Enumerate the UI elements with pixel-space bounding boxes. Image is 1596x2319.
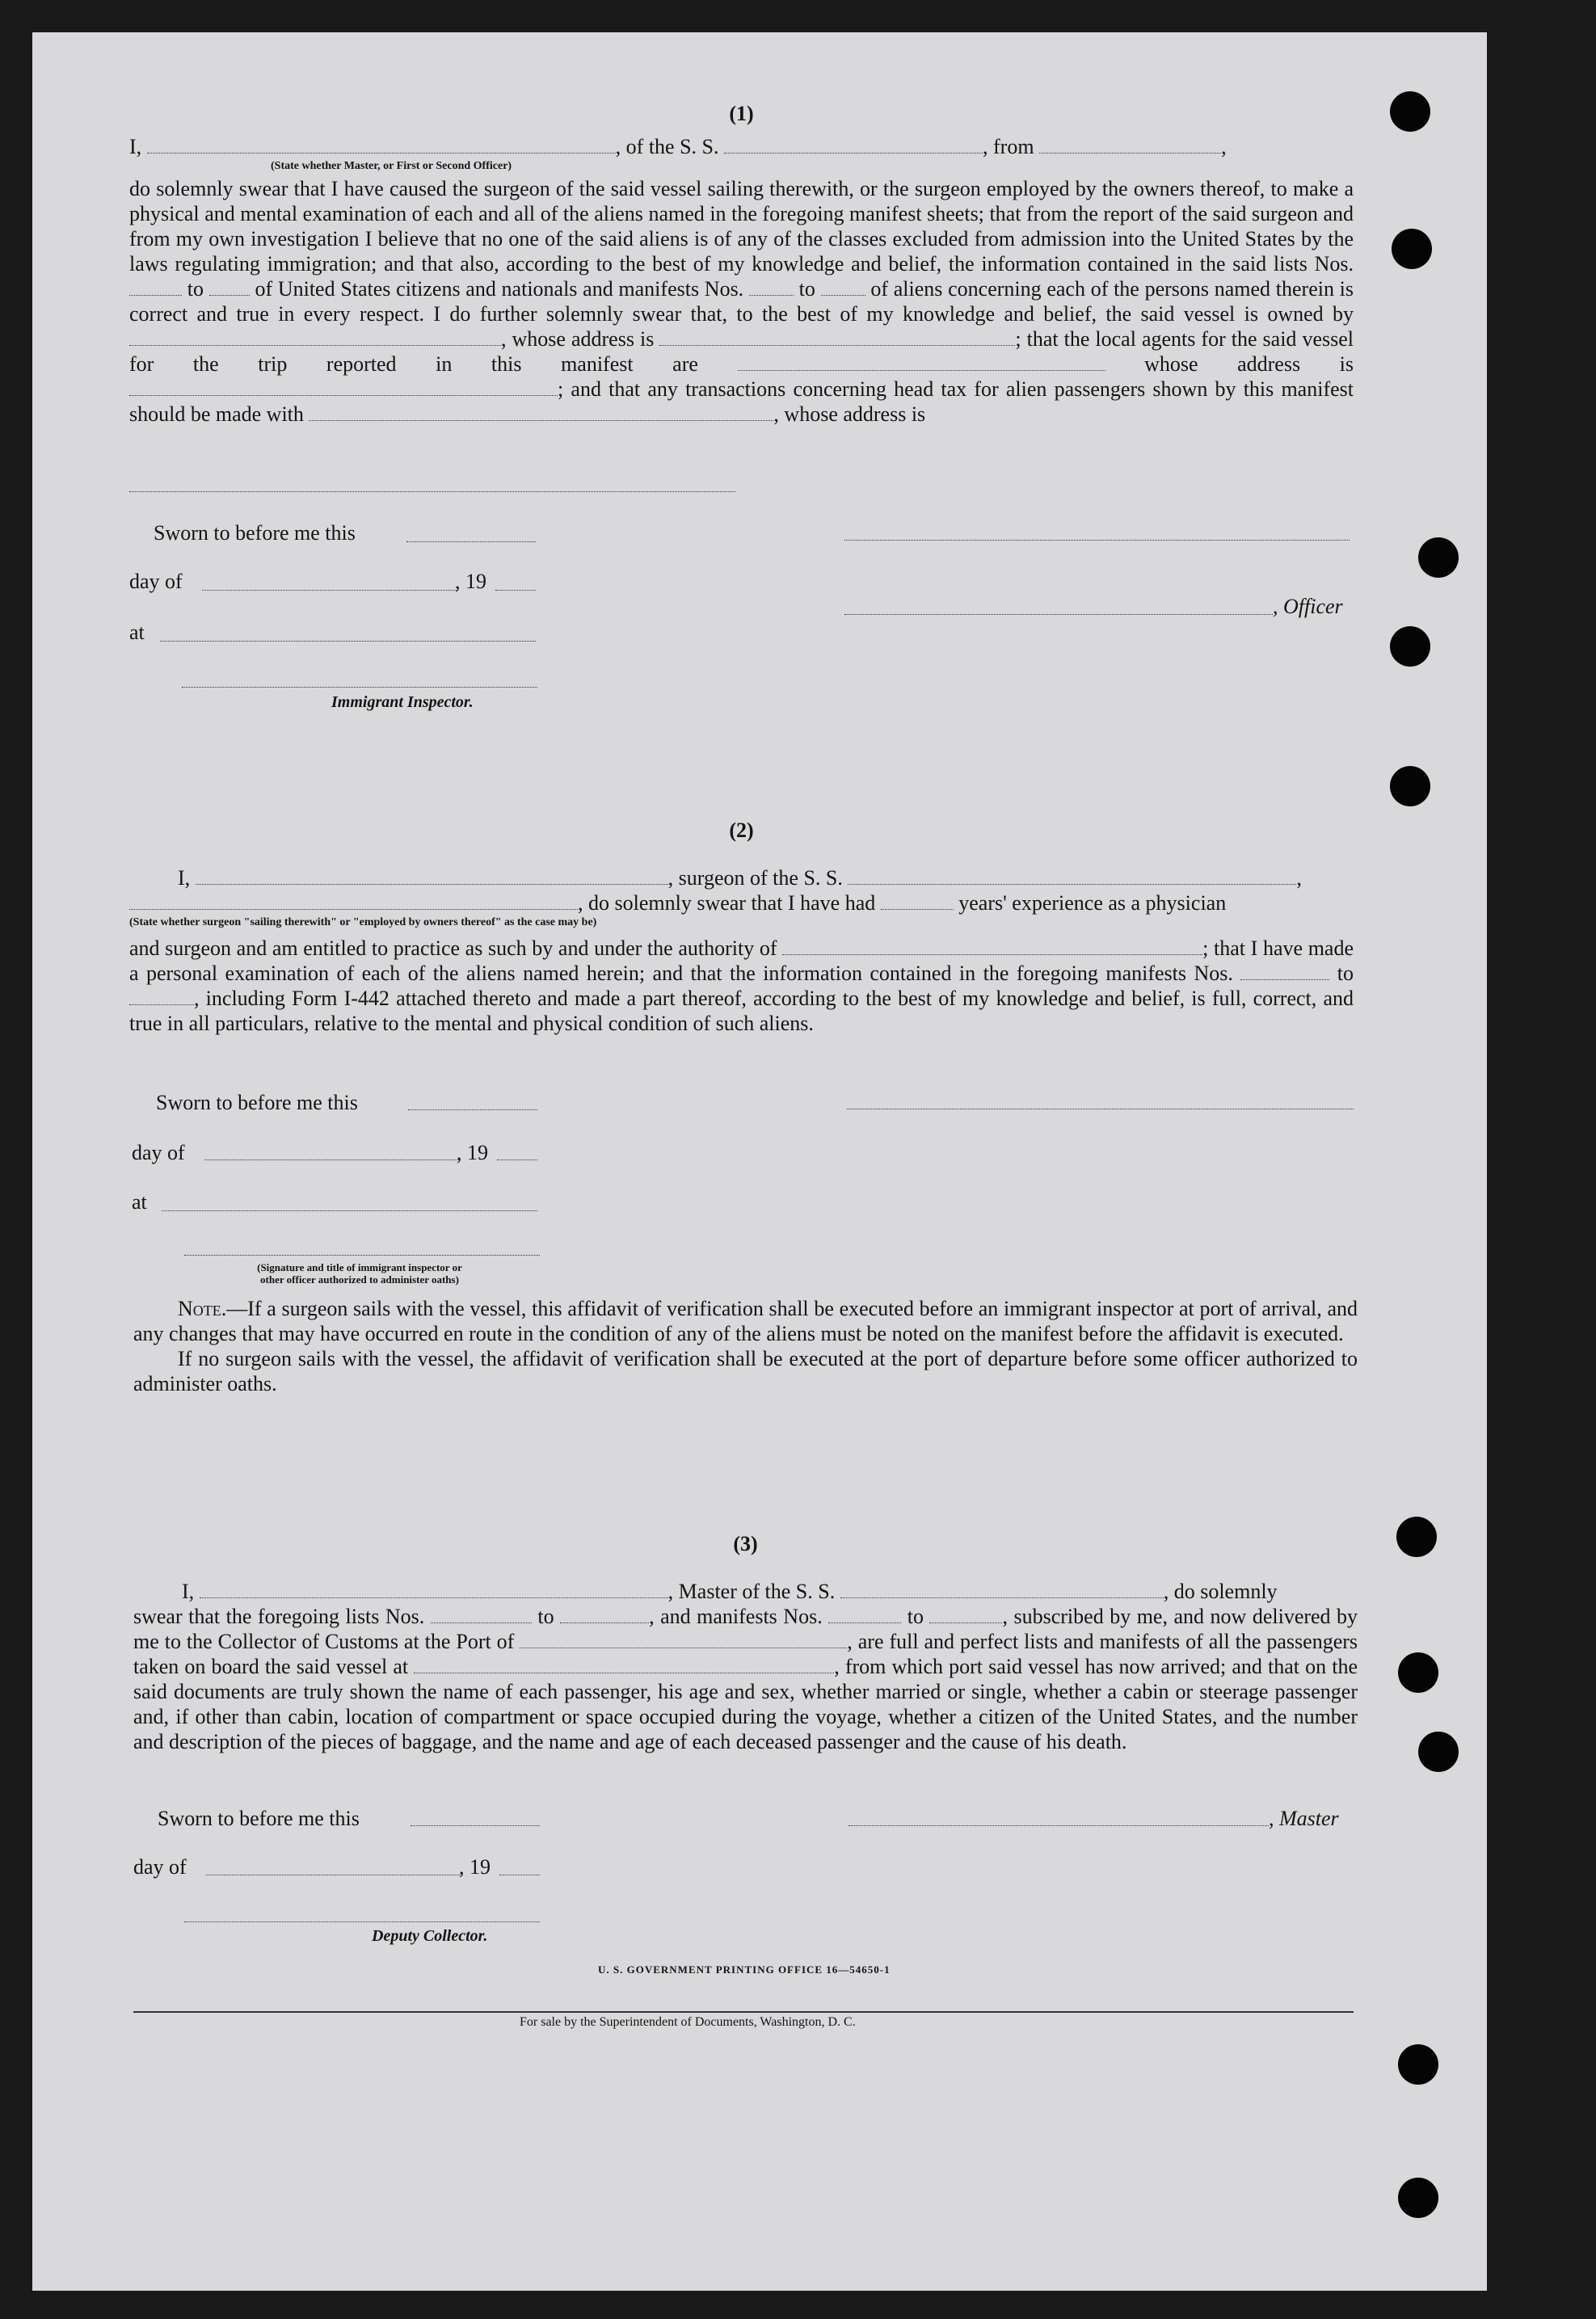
label: , whose address is: [773, 402, 926, 426]
paragraph: that I have made a personal examination of each of the aliens named herein; and that the information contained in the foregoing manifests Nos.: [129, 936, 1354, 985]
officer-name-field[interactable]: [147, 137, 616, 154]
punch-hole: [1418, 1732, 1459, 1772]
lists-to-field[interactable]: [560, 1606, 649, 1623]
punch-hole: [1418, 537, 1459, 578]
head-tax-contact-field[interactable]: [309, 404, 773, 421]
from-port-field[interactable]: [1039, 137, 1221, 154]
surgeon-status-field[interactable]: [129, 893, 578, 910]
place-field[interactable]: [162, 1210, 537, 1211]
section-1: (1) I, , of the S. S. , from , (State whether Master, or First or Second Officer) do solemnly swear that I have caused the surgeon of the said vessel sailing therewith, or the surgeon employed by the owners thereof, to make a physical and mental examination of each and all of the aliens named in the foregoing manifest sheets; that from the report of the said surgeon and from my own investigation I believe that no one of the said aliens is of any of the classes excluded from admission into the United States by the laws regulating immigration; and that also, according to the best of my knowledge and belief, the information contained in the said lists Nos. to of United States citizens and nationals and manifests Nos. to of aliens concerning each of the persons named therein is correct and true in every respect. I do further solemnly swear that, to the best of my knowledge and belief, the said vessel is owned by , whose address is ; that the local agents for the said vessel for the trip reported in this manifest are whose address is ; and that any transactions concerning head tax for alien passengers shown by this manifest should be made with , whose address is: [129, 102, 1354, 426]
sworn-date-field[interactable]: [406, 541, 536, 542]
day-of-label: day of: [132, 1141, 185, 1164]
label: , whose address is: [501, 327, 655, 351]
paragraph: that the local agents for the said vessel for the trip reported in this manifest are: [129, 327, 1354, 376]
label: to: [537, 1605, 554, 1628]
collector-caption: Deputy Collector.: [372, 1927, 488, 1945]
label: , from: [983, 135, 1034, 158]
officer-label: , Officer: [1273, 595, 1343, 618]
day-of-label: day of: [133, 1855, 187, 1879]
label: , Master of the S. S.: [667, 1580, 836, 1603]
note-line: other officer authorized to administer oaths): [260, 1273, 459, 1286]
punch-hole: [1398, 2178, 1438, 2218]
label: to: [907, 1605, 924, 1628]
printer-imprint: U. S. GOVERNMENT PRINTING OFFICE 16—54650-1: [598, 1963, 891, 1976]
label: , do solemnly: [1163, 1580, 1278, 1603]
label: whose address is: [1144, 352, 1354, 376]
punch-hole: [1392, 229, 1432, 269]
at-label: at: [132, 1190, 147, 1214]
paragraph: ; and that any transactions concerning head tax for alien passengers shown by this manifest should be made with: [129, 377, 1354, 426]
surgeon-note: (State whether surgeon "sailing therewith" or "employed by owners thereof" as the case may be): [129, 916, 597, 928]
authority-field[interactable]: [782, 938, 1202, 955]
officer-note: (State whether Master, or First or Second Officer): [271, 160, 512, 172]
paragraph: , subscribed by me, and now: [1002, 1605, 1247, 1628]
sworn-label: Sworn to before me this: [156, 1091, 358, 1114]
note-text: If no surgeon sails with the vessel, the affidavit of verification shall be executed at the port of departure before some officer authorized to administer oaths.: [133, 1347, 1358, 1395]
lists-from-field[interactable]: [431, 1606, 532, 1623]
section-number: (2): [729, 819, 754, 842]
note-text: —If a surgeon sails with the vessel, this affidavit of verification shall be executed before an immigrant inspector at port of arrival, and any changes that may have occurred en route in the condition of any of the aliens must be noted on the manifest before the affidavit is executed.: [133, 1297, 1358, 1345]
label: to: [798, 277, 815, 301]
officer-title-field[interactable]: [844, 614, 1273, 615]
master-name-field[interactable]: [200, 1581, 668, 1598]
label: years' experience as a physician: [958, 891, 1227, 915]
ship-name-field[interactable]: [840, 1581, 1164, 1598]
master-label: , Master: [1269, 1807, 1339, 1830]
owner-address-field[interactable]: [659, 329, 1015, 346]
sworn-label: Sworn to before me this: [158, 1807, 360, 1830]
surgeon-name-field[interactable]: [196, 868, 668, 885]
section-3: [133, 1531, 1358, 1754]
inspector-signature-field[interactable]: [182, 687, 537, 688]
label: , of the S. S.: [615, 135, 719, 158]
years-field[interactable]: [881, 893, 954, 910]
local-agents-field[interactable]: [738, 354, 1105, 371]
section-number: (1): [729, 102, 754, 125]
note-line: (Signature and title of immigrant inspector or: [257, 1261, 462, 1273]
paragraph: swear that the foregoing lists Nos.: [133, 1605, 425, 1628]
punch-hole: [1390, 626, 1430, 667]
master-signature-field[interactable]: [849, 1825, 1269, 1826]
sworn-date-field[interactable]: [408, 1109, 537, 1110]
label: I,: [182, 1580, 195, 1603]
officer-signature-field[interactable]: [844, 540, 1350, 541]
label: , surgeon of the S. S.: [667, 866, 843, 890]
paragraph: of United States citizens and nationals and manifests Nos.: [255, 277, 744, 301]
label: I,: [178, 866, 191, 890]
inspector-signature-field[interactable]: [184, 1255, 540, 1256]
year-label: , 19: [459, 1855, 491, 1879]
label: to: [187, 277, 204, 301]
paragraph: , are full and perfect lists and: [847, 1630, 1094, 1653]
inspector-caption: Immigrant Inspector.: [331, 693, 474, 711]
place-field[interactable]: [160, 641, 536, 642]
month-field[interactable]: [202, 590, 457, 591]
manifests-from-field[interactable]: [749, 279, 794, 296]
paragraph: , and manifests Nos.: [649, 1605, 823, 1628]
section-2-note: [133, 1296, 1358, 1396]
paragraph: of aliens concerning each of the persons named therein is correct and true in every respect. I do further solemnly swear that, to the best of my knowledge and belief, the said vessel is owned by: [129, 277, 1354, 326]
punch-hole: [1390, 91, 1430, 132]
ship-name-field[interactable]: [848, 868, 1296, 885]
manifests-from-field[interactable]: [1240, 963, 1329, 980]
paragraph: and surgeon and am entitled to practice as such by and under the authority of: [129, 936, 777, 960]
paragraph: port said vessel has now arrived; and that on the said documents are truly shown the name of each passenger, his age and sex, whether married or single, whether a cabin or steerage passenger and, if other than cabin, location of compartment or space occupied during the voyage, whether a citizen of the United States, and the number and description of the pieces of baggage, and the name and age of each deceased passenger and the cause of his death.: [133, 1655, 1358, 1753]
manifests-to-field[interactable]: [821, 279, 865, 296]
manifests-from-field[interactable]: [828, 1606, 901, 1623]
day-of-label: day of: [129, 570, 183, 593]
lists-from-field[interactable]: [129, 279, 182, 296]
signature-note: [194, 1261, 525, 1286]
year-field[interactable]: [495, 590, 536, 591]
manifests-to-field[interactable]: [929, 1606, 1002, 1623]
section-2: (2) I, , surgeon of the S. S. , , do solemnly swear that I have had years' experience as a physician (State whether surgeon "sailing therewith" or "employed by owners thereof" as the case may be) and surgeon and am entitled to practice as such by and under the authority of ; that I have made a personal examination of each of the aliens named herein; and that the information contained in the foregoing manifests Nos. to , including Form I-442 attached thereto and made a part thereof, according to the best of my knowledge and belief, is full, correct, and true in all particulars, relative to the mental and physical condition of such aliens.: [129, 819, 1354, 1035]
sworn-date-field[interactable]: [411, 1825, 540, 1826]
punch-hole: [1396, 1517, 1437, 1557]
year-label: , 19: [457, 1141, 488, 1164]
paragraph: do solemnly swear that I have caused the surgeon of the said vessel sailing therewith, or the surgeon employed by the owners thereof, to make a physical and mental examination of each and all of the aliens named in the foregoing manifest sheets; that from the report of the said surgeon and from my own investigation I believe that no one of the said aliens is of any of the classes excluded from admission into the United States by the laws regulating immigration; and that also, according to the best of my knowledge and belief, the information contained in the said lists Nos.: [129, 177, 1354, 276]
ship-name-field[interactable]: [724, 137, 983, 154]
collector-signature-field[interactable]: [184, 1921, 540, 1922]
paragraph: , including Form I-442 attached thereto and made a part thereof, according to the best of my knowledge and belief, is full, correct, and true in all particulars, relative to the mental and physical condition of such aliens.: [129, 987, 1354, 1035]
year-label: , 19: [455, 570, 486, 593]
address-line[interactable]: [129, 491, 735, 492]
label: I,: [129, 135, 142, 158]
at-label: at: [129, 621, 145, 644]
divider: [133, 2011, 1354, 2013]
boarding-port-field[interactable]: [414, 1656, 834, 1673]
sworn-label: Sworn to before me this: [154, 521, 356, 545]
punch-hole: [1398, 2044, 1438, 2085]
label: to: [1337, 962, 1354, 985]
port-field[interactable]: [520, 1631, 847, 1648]
section-number: (3): [733, 1532, 758, 1555]
paragraph: delivered by me to the Collector of Customs at the Port of: [133, 1605, 1358, 1653]
note-label: Note.: [178, 1297, 227, 1320]
owner-field[interactable]: [129, 329, 501, 346]
sale-note: For sale by the Superintendent of Documents, Washington, D. C.: [520, 2015, 856, 2029]
manifests-to-field[interactable]: [129, 988, 194, 1005]
paragraph: , from which: [834, 1655, 944, 1678]
label: , do solemnly swear that I have had: [578, 891, 876, 915]
agents-address-field[interactable]: [129, 379, 558, 396]
punch-hole: [1398, 1652, 1438, 1693]
punch-hole: [1390, 766, 1430, 806]
lists-to-field[interactable]: [209, 279, 250, 296]
paragraph: manifests of all the passengers taken on board the said vessel at: [133, 1630, 1358, 1678]
